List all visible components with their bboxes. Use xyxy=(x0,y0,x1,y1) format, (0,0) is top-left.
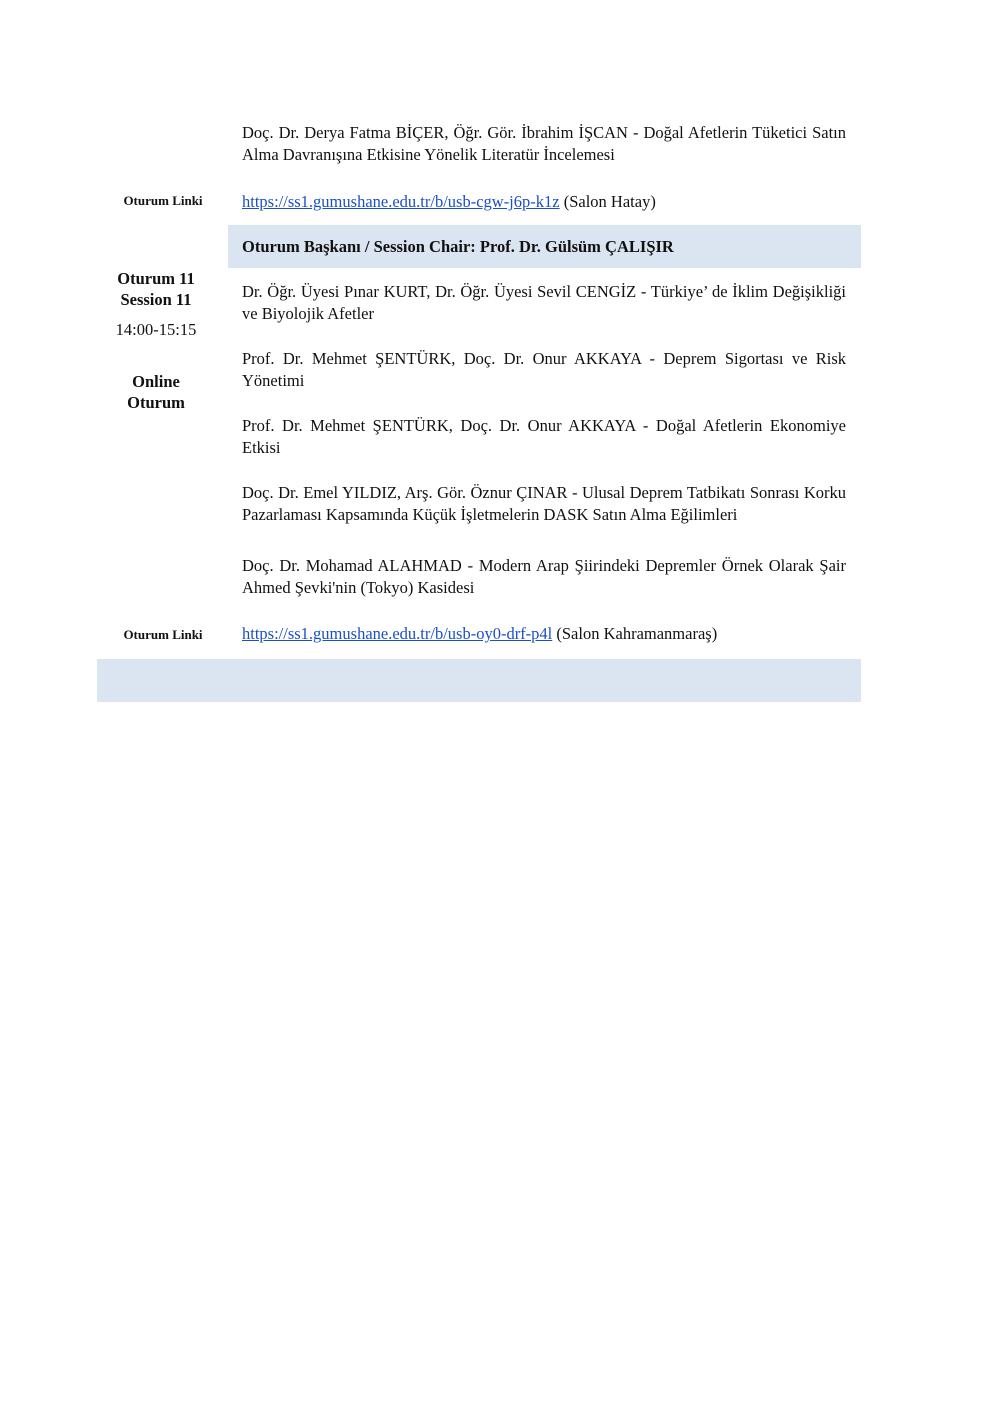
session-title-tr: Oturum 11 xyxy=(117,269,195,288)
session-info xyxy=(98,268,214,413)
session-chair: Oturum Başkanı / Session Chair: Prof. Dr. Gülsüm ÇALIŞIR xyxy=(242,237,674,256)
session-link-label: Oturum Linki xyxy=(123,627,203,642)
session-mode-line2: Oturum xyxy=(127,393,185,412)
paper-entry: Doç. Dr. Emel YILDIZ, Arş. Gör. Öznur ÇINAR - Ulusal Deprem Tatbikatı Sonrası Korku Pazarlaması Kapsamında Küçük İşletmelerin DASK Satın Alma Eğilimleri xyxy=(242,483,846,524)
salon-name: (Salon Hatay) xyxy=(559,192,656,211)
session-link-label: Oturum Linki xyxy=(123,193,203,208)
paper-entry: Dr. Öğr. Üyesi Pınar KURT, Dr. Öğr. Üyesi Sevil CENGİZ - Türkiye’ de İklim Değişikliği ve Biyolojik Afetler xyxy=(242,282,846,323)
paper-entry: Prof. Dr. Mehmet ŞENTÜRK, Doç. Dr. Onur AKKAYA - Deprem Sigortası ve Risk Yönetimi xyxy=(242,349,846,390)
session-link[interactable]: https://ss1.gumushane.edu.tr/b/usb-cgw-j6p-k1z xyxy=(242,192,560,211)
paper-entry: Doç. Dr. Mohamad ALAHMAD - Modern Arap Şiirindeki Depremler Örnek Olarak Şair Ahmed Şevki'nin (Tokyo) Kasidesi xyxy=(242,556,846,597)
paper-entry-top: Doç. Dr. Derya Fatma BİÇER, Öğr. Gör. İbrahim İŞCAN - Doğal Afetlerin Tüketici Satın Alma Davranışına Etkisine Yönelik Literatür İncelemesi xyxy=(242,123,846,164)
salon-name: (Salon Kahramanmaraş) xyxy=(552,624,718,643)
session-link-row xyxy=(242,623,846,645)
session-title-en: Session 11 xyxy=(120,290,192,309)
session-link-row xyxy=(242,191,846,213)
session-link[interactable]: https://ss1.gumushane.edu.tr/b/usb-oy0-drf-p4l xyxy=(242,624,553,643)
session-mode-line1: Online xyxy=(132,372,180,391)
session-time: 14:00-15:15 xyxy=(115,320,197,339)
paper-entry: Prof. Dr. Mehmet ŞENTÜRK, Doç. Dr. Onur AKKAYA - Doğal Afetlerin Ekonomiye Etkisi xyxy=(242,416,846,457)
table-footer-band xyxy=(97,659,861,702)
session-chair-band xyxy=(228,225,861,268)
